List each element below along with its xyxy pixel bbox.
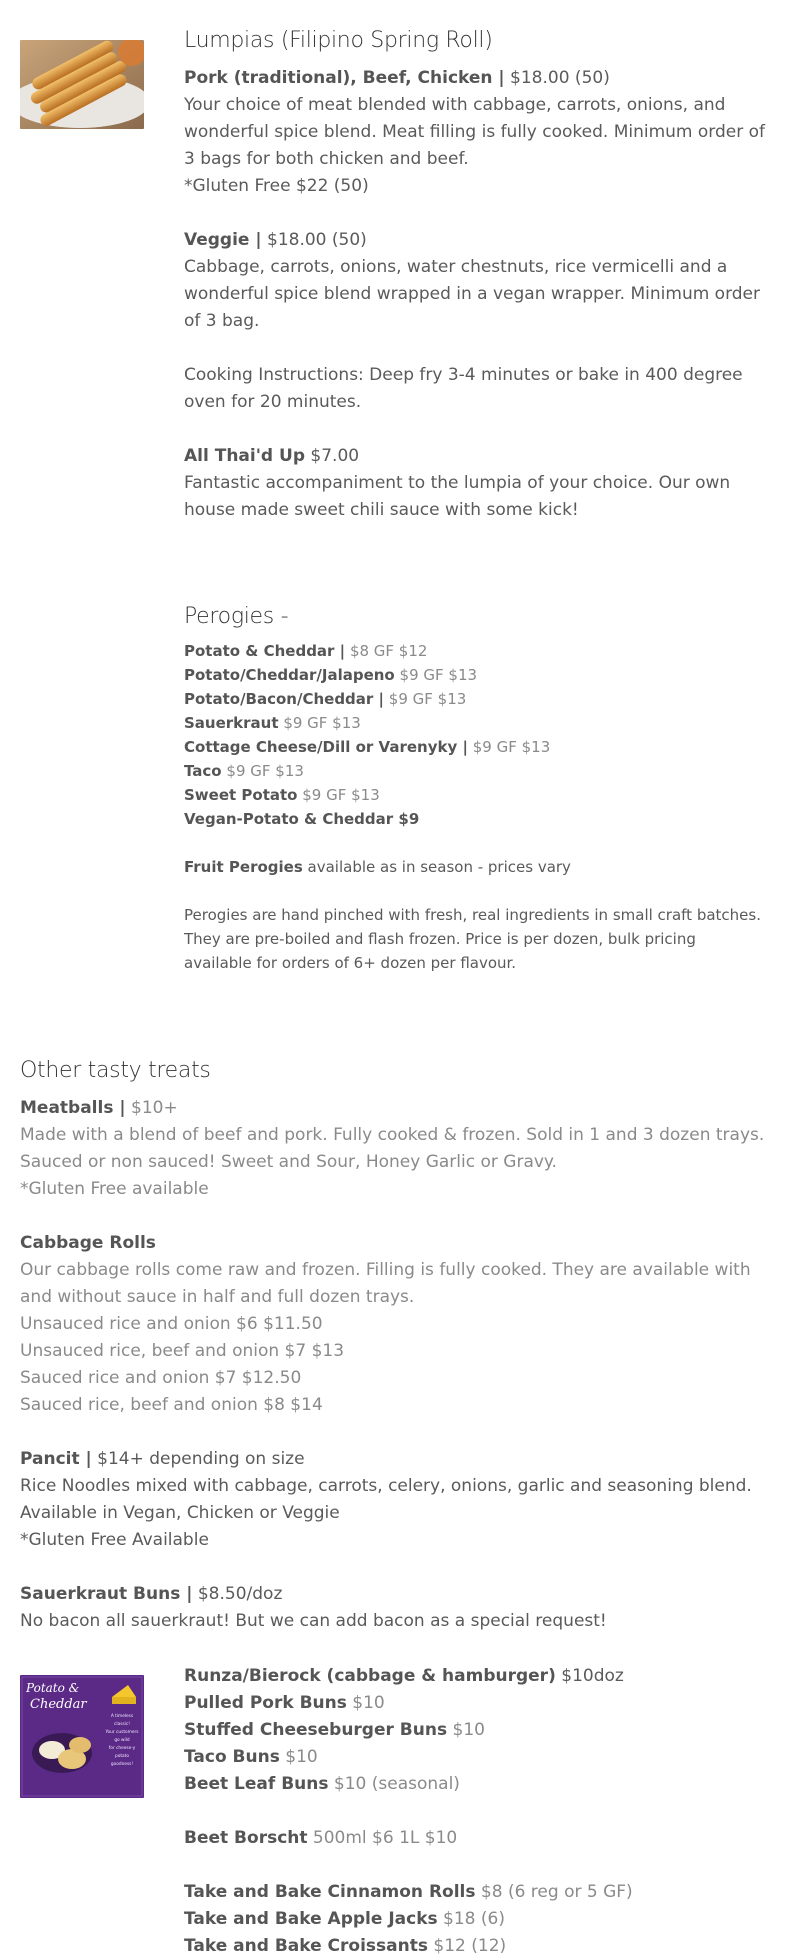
svg-text:Your customers: Your customers: [105, 1730, 139, 1735]
cabbage-option: Unsauced rice, beef and onion $7 $13: [20, 1341, 345, 1361]
poster-title-line1: Potato &: [26, 1681, 80, 1695]
bun-price: $10: [352, 1693, 385, 1713]
bake-name: Take and Bake Apple Jacks: [184, 1909, 438, 1929]
perogie-item: [184, 687, 766, 711]
lumpias-heading: Lumpias (Filipino Spring Roll): [184, 28, 493, 53]
lumpia-veggie-price: $18.00 (50): [267, 230, 367, 250]
bake-name: Take and Bake Croissants: [184, 1936, 428, 1955]
lumpia-veggie-desc: Cabbage, carrots, onions, water chestnuts, rice vermicelli and a wonderful spice blend wrapped in a vegan wrapper. Minimum order of 3 bag.: [184, 257, 761, 331]
svg-text:for cheese-y: for cheese-y: [108, 1746, 136, 1751]
meatballs-price: $10+: [131, 1098, 178, 1118]
perogie-name: Vegan-Potato & Cheddar $9: [184, 810, 420, 828]
perogies-note: Perogies are hand pinched with fresh, real ingredients in small craft batches. They are pre-boiled and flash frozen. Price is per dozen, bulk pricing available for orders of 6+ dozen per flavour.: [184, 906, 761, 972]
cabbage-option: Unsauced rice and onion $6 $11.50: [20, 1314, 323, 1334]
perogie-price: $8 GF $12: [349, 642, 428, 660]
svg-text:A timeless: A timeless: [110, 1714, 134, 1719]
thai-sauce-desc: Fantastic accompaniment to the lumpia of your choice. Our own house made sweet chili sauce with some kick!: [184, 473, 731, 520]
perogie-item: [184, 735, 766, 759]
lumpia-pork-line: [184, 65, 766, 92]
bun-price: $10 (seasonal): [333, 1774, 460, 1794]
bun-price: $10doz: [561, 1666, 624, 1686]
fruit-perogies-title: Fruit Perogies: [184, 858, 303, 876]
lumpia-pork-title: Pork (traditional), Beef, Chicken |: [184, 68, 505, 88]
perogie-name: Potato/Bacon/Cheddar |: [184, 690, 385, 708]
perogie-list: [184, 639, 766, 831]
meatballs-title: Meatballs |: [20, 1098, 126, 1118]
fruit-perogies-line: [184, 855, 766, 879]
perogie-name: Potato/Cheddar/Jalapeno: [184, 666, 395, 684]
perogie-item: [184, 807, 766, 831]
svg-text:goodness!: goodness!: [110, 1762, 134, 1767]
bake-name: Take and Bake Cinnamon Rolls: [184, 1882, 476, 1902]
lumpia-veggie-title: Veggie |: [184, 230, 262, 250]
cabbage-option: Sauced rice and onion $7 $12.50: [20, 1368, 302, 1388]
cooking-instructions: Cooking Instructions: Deep fry 3-4 minutes or bake in 400 degree oven for 20 minutes.: [184, 365, 743, 412]
bake-item: [184, 1879, 766, 1906]
bun-name: Stuffed Cheeseburger Buns: [184, 1720, 448, 1740]
perogies-section: [184, 604, 766, 975]
bun-name: Taco Buns: [184, 1747, 280, 1767]
pancit-price: $14+ depending on size: [97, 1449, 305, 1469]
meatballs-gf: *Gluten Free available: [20, 1179, 209, 1199]
treats-section: [20, 1058, 766, 1635]
bun-item: [184, 1771, 766, 1798]
perogie-item: [184, 759, 766, 783]
perogies-heading: Perogies -: [184, 604, 289, 629]
perogie-name: Cottage Cheese/Dill or Varenyky |: [184, 738, 468, 756]
bun-name: Beet Leaf Buns: [184, 1774, 329, 1794]
perogie-item: [184, 639, 766, 663]
bun-name: Pulled Pork Buns: [184, 1693, 347, 1713]
pancit-title: Pancit |: [20, 1449, 92, 1469]
buns-section: [184, 1663, 766, 1955]
lumpia-pork-price: $18.00 (50): [510, 68, 610, 88]
lumpia-veggie-line: [184, 227, 766, 254]
thai-sauce-price: $7.00: [310, 446, 360, 466]
bun-item: [184, 1744, 766, 1771]
perogie-price: $9 GF $13: [399, 666, 478, 684]
cabbage-rolls-desc: Our cabbage rolls come raw and frozen. Filling is fully cooked. They are available with and without sauce in half and full dozen trays.: [20, 1260, 751, 1307]
perogie-name: Sauerkraut: [184, 714, 279, 732]
sauerkraut-buns-desc: No bacon all sauerkraut! But we can add bacon as a special request!: [20, 1611, 607, 1631]
poster-title-line2: Cheddar: [30, 1697, 87, 1712]
meatballs-desc: Made with a blend of beef and pork. Fully cooked & frozen. Sold in 1 and 3 dozen trays. Sauced or non sauced! Sweet and Sour, Honey Garlic or Gravy.: [20, 1125, 765, 1172]
perogie-price: $9 GF $13: [472, 738, 551, 756]
bun-name: Runza/Bierock (cabbage & hamburger): [184, 1666, 556, 1686]
perogie-item: [184, 783, 766, 807]
bake-item: [184, 1933, 766, 1955]
bake-price: $18 (6): [443, 1909, 505, 1929]
bun-item: [184, 1663, 766, 1690]
bake-item: [184, 1906, 766, 1933]
bun-item: [184, 1690, 766, 1717]
sauerkraut-buns-line: [20, 1581, 766, 1608]
perogie-price: $9 GF $13: [283, 714, 361, 732]
perogie-item: [184, 711, 766, 735]
fruit-perogies-desc: available as in season - prices vary: [307, 858, 571, 876]
svg-text:potato: potato: [115, 1754, 129, 1759]
cabbage-rolls-line: [20, 1230, 766, 1257]
perogie-price: $9 GF $13: [302, 786, 380, 804]
bake-price: $8 (6 reg or 5 GF): [480, 1882, 633, 1902]
borscht-price: 500ml $6 1L $10: [312, 1828, 458, 1848]
thai-sauce-title: All Thai'd Up: [184, 446, 305, 466]
lumpia-photo: [20, 40, 144, 129]
svg-text:go wild: go wild: [114, 1738, 130, 1743]
sauerkraut-buns-price: $8.50/doz: [197, 1584, 283, 1604]
bun-item: [184, 1717, 766, 1744]
bun-price: $10: [285, 1747, 318, 1767]
perogie-price: $9 GF $13: [388, 690, 467, 708]
pancit-line: [20, 1446, 766, 1473]
svg-text:classic!: classic!: [114, 1722, 130, 1727]
borscht-line: [184, 1825, 766, 1852]
cabbage-option: Sauced rice, beef and onion $8 $14: [20, 1395, 323, 1415]
perogie-name: Sweet Potato: [184, 786, 298, 804]
borscht-name: Beet Borscht: [184, 1828, 308, 1848]
cabbage-rolls-title: Cabbage Rolls: [20, 1233, 156, 1253]
perogie-name: Potato & Cheddar |: [184, 642, 346, 660]
meatballs-line: [20, 1095, 766, 1122]
pancit-desc: Rice Noodles mixed with cabbage, carrots, celery, onions, garlic and seasoning blend. Available in Vegan, Chicken or Veggie: [20, 1476, 752, 1523]
lumpia-pork-desc: Your choice of meat blended with cabbage, carrots, onions, and wonderful spice blend. Meat filling is fully cooked. Minimum order of 3 bags for both chicken and beef.: [184, 95, 765, 169]
bun-price: $10: [452, 1720, 485, 1740]
lumpia-pork-gf: *Gluten Free $22 (50): [184, 176, 369, 196]
potato-cheddar-poster: [20, 1675, 144, 1798]
bake-price: $12 (12): [433, 1936, 507, 1955]
treats-heading: Other tasty treats: [20, 1058, 211, 1083]
perogie-price: $9 GF $13: [226, 762, 304, 780]
perogie-name: Taco: [184, 762, 222, 780]
sauerkraut-buns-title: Sauerkraut Buns |: [20, 1584, 193, 1604]
pancit-gf: *Gluten Free Available: [20, 1530, 209, 1550]
lumpias-section: [184, 28, 766, 524]
thai-sauce-line: [184, 443, 766, 470]
perogie-item: [184, 663, 766, 687]
